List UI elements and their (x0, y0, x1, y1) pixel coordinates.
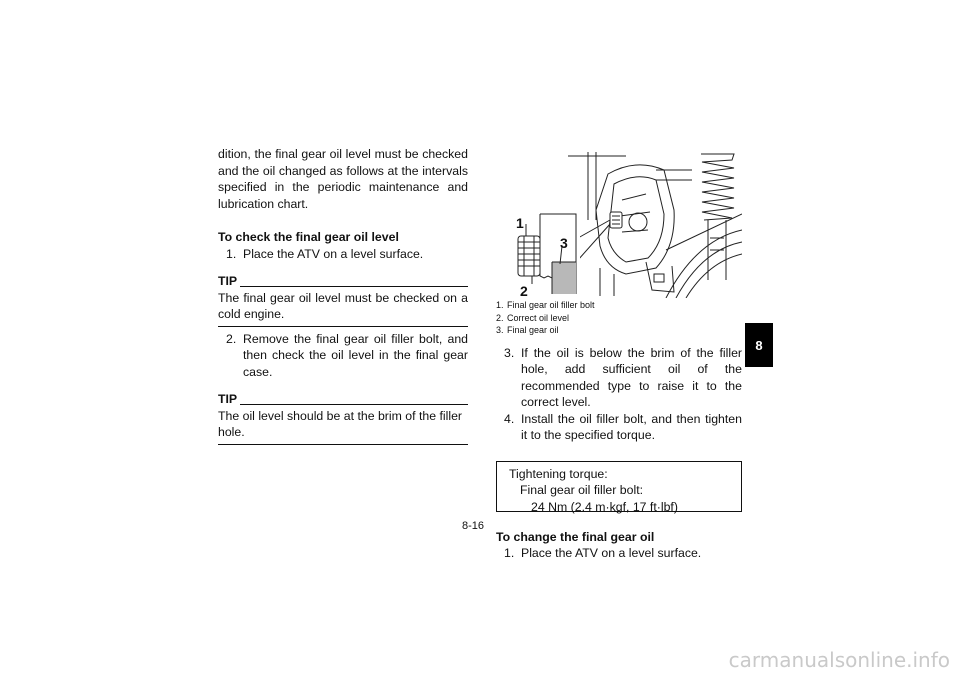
right-column (496, 150, 742, 562)
caption-item: 1. Final gear oil filler bolt (496, 300, 595, 310)
final-gear-drawing (496, 150, 742, 298)
tip-rule (240, 286, 468, 287)
step-text: If the oil is below the brim of the filler hole, add sufficient oil of the recommended type to raise it to the correct level. (521, 345, 742, 409)
callout-2: 2 (520, 283, 528, 298)
final-gear-illustration (496, 150, 742, 298)
step-text: Install the oil filler bolt, and then tighten it to the specified torque. (521, 411, 742, 442)
caption-item: 3. Final gear oil (496, 325, 559, 335)
figure-captions (496, 299, 742, 337)
gear-case-icon (596, 165, 674, 296)
tip-text: The oil level should be at the brim of the filler hole. (218, 408, 468, 445)
torque-item: Final gear oil filler bolt: (520, 483, 644, 497)
tip-rule (240, 404, 468, 405)
step-text: Place the ATV on a level surface. (521, 546, 702, 560)
step-item (496, 545, 742, 562)
torque-title: Tightening torque: (509, 466, 608, 481)
step-number: 4. (504, 411, 515, 426)
step-item (496, 411, 742, 444)
tip-note (218, 273, 468, 327)
step-number: 1. (504, 546, 515, 560)
step-number: 3. (504, 345, 515, 360)
step-item (496, 345, 742, 411)
refill-steps (496, 345, 742, 444)
step-item (218, 331, 468, 381)
tip-label: TIP (218, 274, 238, 288)
tip-note (218, 391, 468, 445)
shock-spring-icon (701, 154, 734, 280)
filler-bolt-icon (610, 212, 622, 228)
step-number: 1. (226, 246, 237, 261)
torque-spec-box (496, 461, 742, 512)
intro-paragraph: dition, the final gear oil level must be checked and the oil changed as follows at the intervals specified in the periodic maintenance and lubrication chart. (218, 147, 468, 211)
chapter-tab: 8 (745, 323, 773, 367)
tip-label: TIP (218, 392, 238, 406)
callout-3: 3 (560, 235, 568, 251)
tip-text: The final gear oil level must be checked on a cold engine. (218, 290, 468, 327)
step-text: Remove the final gear oil filler bolt, and then check the oil level in the final gear case. (243, 331, 468, 379)
left-column (218, 146, 468, 449)
callout-1: 1 (516, 215, 524, 231)
change-oil-heading: To change the final gear oil (496, 529, 655, 544)
step-item (218, 246, 468, 263)
step-number: 2. (226, 331, 237, 346)
step-text: Place the ATV on a level surface. (243, 246, 424, 261)
torque-value: 24 Nm (2.4 m·kgf, 17 ft·lbf) (531, 499, 678, 514)
check-oil-heading: To check the final gear oil level (218, 230, 399, 244)
watermark: carmanualsonline.info (728, 648, 950, 672)
caption-item: 2. Correct oil level (496, 312, 570, 323)
page-number: 8-16 (462, 520, 485, 532)
